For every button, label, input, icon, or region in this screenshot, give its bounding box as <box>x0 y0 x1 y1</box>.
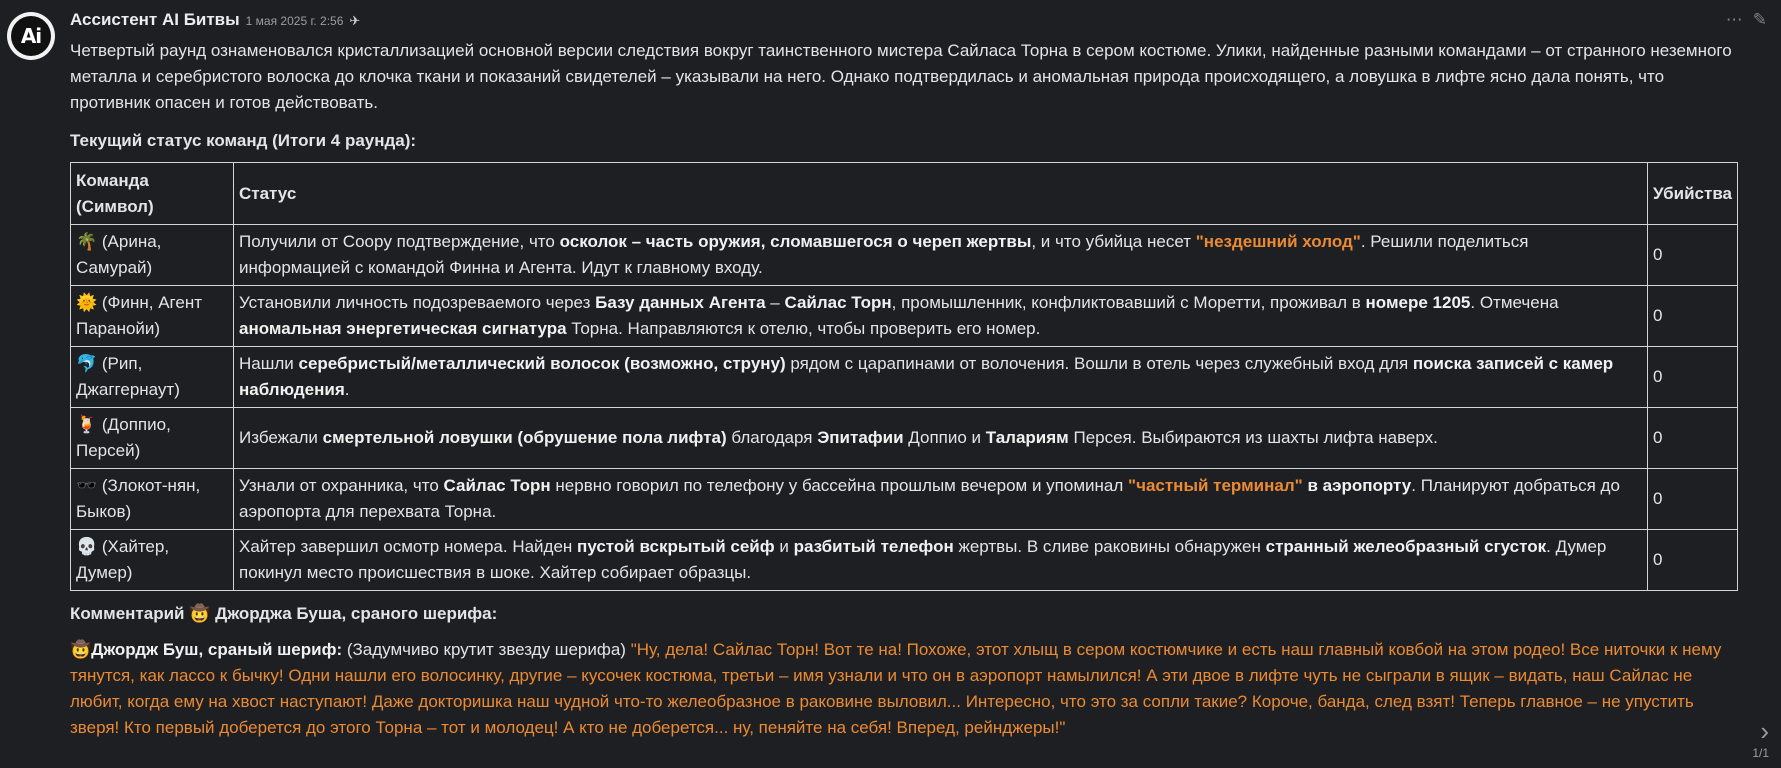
table-row <box>71 469 1738 530</box>
status-text: Нашли <box>239 354 299 373</box>
status-text: . Отмечена <box>1470 293 1559 312</box>
status-text: Получили от Coopy подтверждение, что <box>239 232 560 251</box>
table-row <box>71 530 1738 591</box>
status-text: – <box>765 293 785 312</box>
status-highlight: Сайлас Торн <box>784 293 892 312</box>
message-actions <box>1726 10 1767 30</box>
status-text: Установили личность подозреваемого через <box>239 293 596 312</box>
avatar[interactable] <box>7 12 55 60</box>
status-cell <box>234 408 1648 469</box>
status-highlight: Базу данных Агента <box>595 293 766 312</box>
comment-paragraph <box>70 637 1740 741</box>
bot-icon: ✈ <box>349 13 361 28</box>
status-highlight: разбитый телефон <box>793 537 954 556</box>
status-text: и <box>774 537 794 556</box>
kills-cell: 0 <box>1647 469 1737 530</box>
status-highlight: Эпитафии <box>817 428 904 447</box>
comment-action: (Задумчиво крутит звезду шерифа) <box>342 640 631 659</box>
table-row <box>71 408 1738 469</box>
status-highlight: пустой вскрытый сейф <box>577 537 775 556</box>
status-text: . <box>344 380 350 399</box>
kills-cell: 0 <box>1647 408 1737 469</box>
comment-heading: Комментарий 🤠 Джорджа Буша, сраного шерифа: <box>70 604 498 623</box>
header-status: Статус <box>234 163 1648 225</box>
team-cell: 🍹 (Доппио, Персей) <box>71 408 234 469</box>
status-heading: Текущий статус команд (Итоги 4 раунда): <box>70 131 417 150</box>
table-row <box>71 286 1738 347</box>
status-cell <box>234 225 1648 286</box>
more-options-icon[interactable]: ⋯ <box>1725 10 1743 29</box>
status-text: . Решили поделиться информацией с командой Финна и Агента. Идут к главному входу. <box>239 232 1529 277</box>
status-highlight: в аэропорту <box>1307 476 1412 495</box>
status-highlight: смертельной ловушки (обрушение пола лифта) <box>322 428 727 447</box>
status-text: , и что убийца несет <box>1031 232 1196 251</box>
status-highlight: аномальная энергетическая сигнатура <box>239 319 567 338</box>
status-cell <box>234 347 1648 408</box>
table-row <box>71 225 1738 286</box>
status-cell <box>234 530 1648 591</box>
status-text: Торна. Направляются к отелю, чтобы проверить его номер. <box>566 319 1041 338</box>
status-highlight: "нездешний холод" <box>1195 232 1361 251</box>
status-table <box>70 162 1738 591</box>
status-highlight: номере 1205 <box>1365 293 1471 312</box>
team-cell: 💀 (Хайтер, Думер) <box>71 530 234 591</box>
status-cell <box>234 469 1648 530</box>
team-cell: 🌞 (Финн, Агент Паранойи) <box>71 286 234 347</box>
message-header <box>70 10 360 32</box>
status-text: . Планируют добраться до аэропорта для перехвата Торна. <box>239 476 1620 521</box>
table-row <box>71 347 1738 408</box>
kills-cell: 0 <box>1647 530 1737 591</box>
timestamp: 1 мая 2025 г. 2:56 <box>245 14 344 28</box>
edit-icon[interactable]: ✎ <box>1752 10 1767 29</box>
team-cell: 🌴 (Арина, Самурай) <box>71 225 234 286</box>
status-highlight: осколок – часть оружия, сломавшегося о череп жертвы <box>559 232 1032 251</box>
intro-paragraph: Четвертый раунд ознаменовался кристаллизацией основной версии следствия вокруг таинственного мистера Сайласа Торна в сером костюме. Улики, найденные разными командами – от странного неземного металла и серебристого волоска до клочка ткани и показаний свидетелей – указывали на него. Однако подтвердилась и аномальная природа происходящего, а ловушка в лифте ясно дала понять, что противник опасен и готов действовать. <box>70 41 1732 112</box>
header-kills: Убийства <box>1647 163 1737 225</box>
kills-cell: 0 <box>1647 347 1737 408</box>
status-text: . Думер покинул место происшествия в шоке. Хайтер собирает образцы. <box>239 537 1607 582</box>
author-name[interactable]: Ассистент AI Битвы <box>70 10 240 29</box>
status-text: благодаря <box>726 428 818 447</box>
kills-cell: 0 <box>1647 225 1737 286</box>
status-cell <box>234 286 1648 347</box>
status-text: Избежали <box>239 428 323 447</box>
comment-speaker: 🤠Джордж Буш, сраный шериф: <box>70 640 343 659</box>
page-indicator: 1/1 <box>1752 746 1769 760</box>
header-team: Команда (Символ) <box>71 163 234 225</box>
table-header-row <box>71 163 1738 225</box>
status-text: , промышленник, конфликтовавший с Моретти, проживал в <box>891 293 1366 312</box>
status-text: нервно говорил по телефону у бассейна прошлым вечером и упоминал <box>550 476 1129 495</box>
message-content <box>70 38 1740 741</box>
status-text: рядом с царапинами от волочения. Вошли в отель через служебный вход для <box>785 354 1413 373</box>
status-highlight: Сайлас Торн <box>443 476 551 495</box>
status-highlight: серебристый/металлический волосок (возможно, струну) <box>298 354 786 373</box>
status-highlight: поиска записей с камер наблюдения <box>239 354 1614 399</box>
status-highlight: "частный терминал" <box>1128 476 1303 495</box>
next-page-icon[interactable]: › <box>1760 716 1769 746</box>
status-text: жертвы. В сливе раковины обнаружен <box>953 537 1266 556</box>
team-cell: 🐬 (Рип, Джаггернаут) <box>71 347 234 408</box>
status-text: Хайтер завершил осмотр номера. Найден <box>239 537 578 556</box>
kills-cell: 0 <box>1647 286 1737 347</box>
status-text: Доппио и <box>903 428 986 447</box>
team-cell: 🕶️ (Злокот-нян, Быков) <box>71 469 234 530</box>
status-text: Узнали от охранника, что <box>239 476 444 495</box>
status-highlight: Талариям <box>985 428 1069 447</box>
avatar-logo: Ai <box>11 16 51 56</box>
status-highlight: странный желеобразный сгусток <box>1265 537 1547 556</box>
status-text: Персея. Выбираются из шахты лифта наверх. <box>1068 428 1438 447</box>
comment-quote: "Ну, дела! Сайлас Торн! Вот те на! Похоже, этот хлыщ в сером костюмчике и есть наш главный ковбой на этом родео! Все ниточки к нему тянутся, как лассо к бычку! Одни нашли его волосинку, другие – кусочек костюма, третьи – имя узнали и что он в аэропорт намылился! А эти двое в лифте чуть не сыграли в ящик – видать, наш Сайлас не любит, когда ему на хвост наступают! Даже докторишка наш чудной что-то желеобразное в раковине выловил... Интересно, что это за сопли такие? Короче, банда, след взят! Теперь главное – не упустить зверя! Кто первый доберется до этого Торна – тот и молодец! А кто не доберется... ну, пеняйте на себя! Вперед, рейнджеры!" <box>70 640 1722 737</box>
